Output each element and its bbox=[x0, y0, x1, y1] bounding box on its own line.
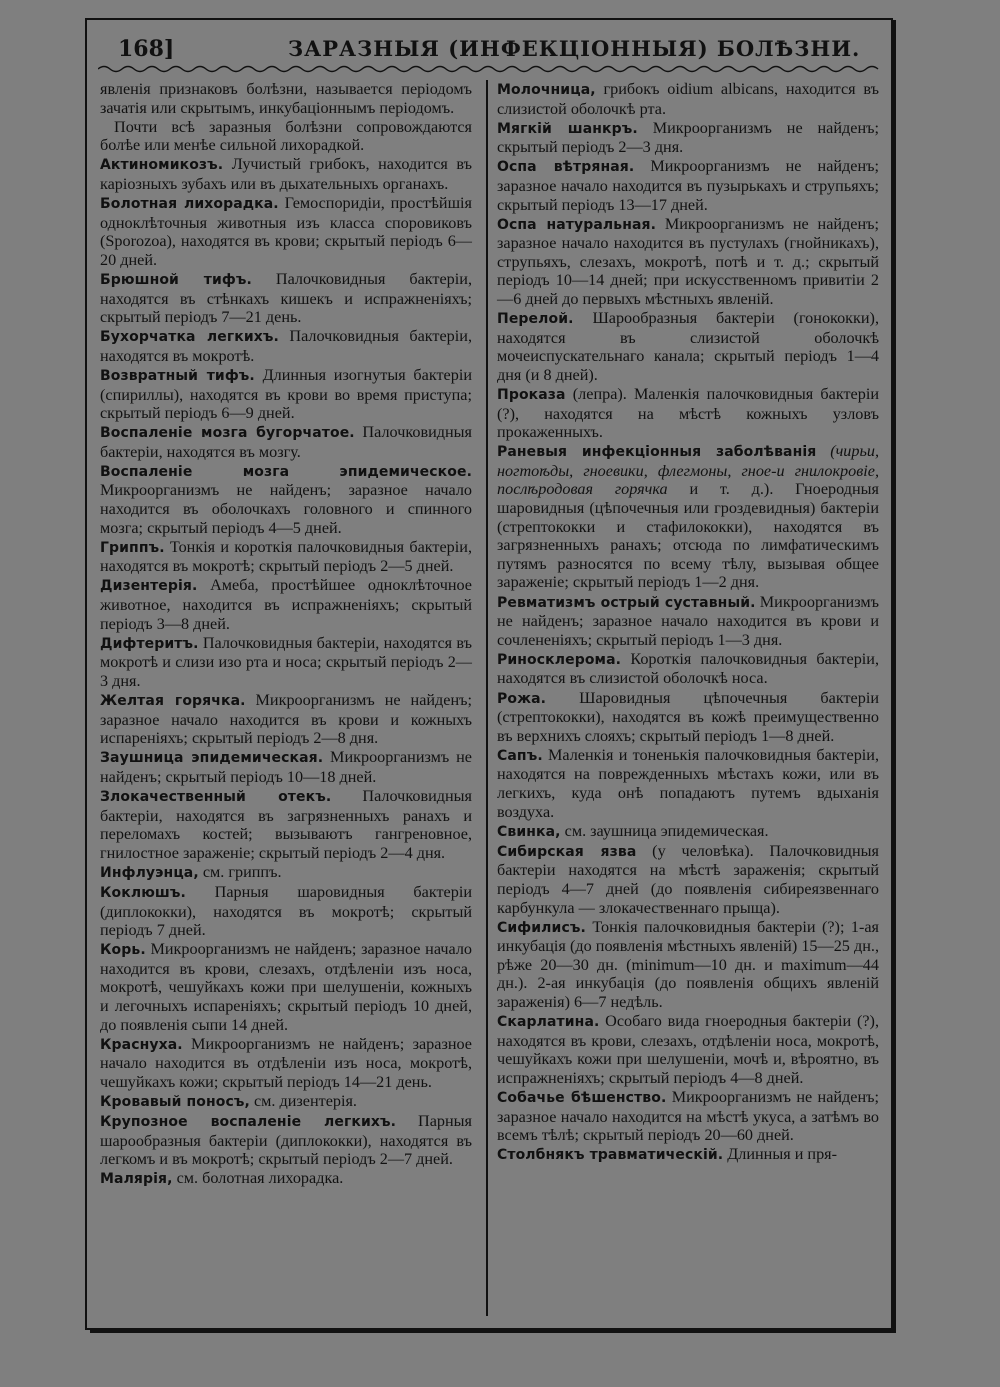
entry-text: см. гриппъ. bbox=[198, 862, 282, 881]
dictionary-entry bbox=[100, 327, 472, 365]
entry-term: Раневыя инфекціонныя заболѣванія bbox=[497, 444, 817, 461]
entry-text: Микроорганизмъ не найденъ; заразное начало находится въ пузырькахъ и струпьяхъ; скрытый періодъ 13—17 дней. bbox=[497, 157, 879, 214]
dictionary-entry bbox=[100, 423, 472, 461]
entry-term: Перелой. bbox=[497, 311, 574, 328]
entry-term: Риносклерома. bbox=[497, 651, 622, 668]
entry-term: Бухорчатка легкихъ. bbox=[100, 329, 279, 346]
entry-text: (лепра). Маленкія палочковидныя бактеріи (?), находятся на мѣстѣ кожныхъ узловъ прокаженныхъ. bbox=[497, 385, 879, 442]
dictionary-entry bbox=[100, 80, 472, 117]
dictionary-entry bbox=[100, 883, 472, 940]
entry-text: и т. д.). Гноеродныя шаровидныя (цѣпочечныя или гроздевидныя) бактеріи (стрептококки и стафилококки), находятся въ загрязненныхъ ранахъ; отсюда по лимфатическимъ путямъ разносятся по всему тѣлу, вызывая общее зараженіе; скрытый періодъ 1—2 дня. bbox=[497, 480, 879, 592]
dictionary-entry bbox=[497, 842, 879, 917]
entry-term: Скарлатина. bbox=[497, 1014, 600, 1031]
entry-text: Шарообразныя бактеріи (гонококки), находятся въ слизистой оболочкѣ мочеиспускательнаго канала; скрытый періодъ 1—4 дня (и 8 дней). bbox=[497, 309, 879, 384]
dictionary-entry bbox=[497, 1088, 879, 1145]
entry-term: Актиномикозъ. bbox=[100, 157, 224, 174]
entry-term: Воспаленіе мозга эпидемическое. bbox=[100, 463, 472, 480]
entry-term: Корь. bbox=[100, 942, 146, 959]
dictionary-entry bbox=[497, 157, 879, 214]
entry-text: Маленкія и тоненькія палочковидныя бактеріи, находятся на поврежденныхъ мѣстахъ кожи, или въ легкихъ, куда онѣ попадаютъ путемъ вдыханія воздуха. bbox=[497, 745, 879, 821]
entry-term: Молочница, bbox=[497, 82, 596, 98]
dictionary-entry bbox=[497, 80, 879, 118]
entry-text: Короткія палочковидныя бактеріи, находятся въ слизистой оболочкѣ носа. bbox=[497, 649, 879, 688]
dictionary-entry bbox=[497, 593, 879, 650]
entry-term: Сибирская язва bbox=[497, 843, 637, 860]
dictionary-entry bbox=[100, 940, 472, 1034]
entry-text: см. дизентерія. bbox=[249, 1091, 357, 1110]
entry-text: Палочковидныя бактеріи, находятся въ мокротѣ и слизи изо рта и носа; скрытый періодъ 2—3 дня. bbox=[100, 633, 472, 690]
entry-text: (у человѣка). Палочковидныя бактеріи находятся на мѣстѣ зараженія; скрытый періодъ 4—7 дней (до появленія сибиреязвеннаго карбункула — злокачественнаго прыща). bbox=[497, 841, 879, 917]
entry-text: Микроорганизмъ не найденъ; заразное начало находится на мѣстѣ укуса, а затѣмъ во всемъ тѣлѣ; скрытый періодъ 20—60 дней. bbox=[497, 1087, 879, 1145]
entry-text: Микроорганизмъ не найденъ; заразное начало находится въ крови, слезахъ, отдѣленіи изъ носа, мокротѣ, чешуйкахъ кожи при шелушеніи, кожныхъ и легочныхъ испареніяхъ; скрытый періодъ 10 дней, до появленія сыпи 14 дней. bbox=[100, 940, 472, 1034]
entry-text: Тонкія и короткія палочковидныя бактеріи, находятся въ мокротѣ; скрытый періодъ 2—5 дней. bbox=[100, 537, 472, 576]
entry-term: Дизентерія. bbox=[100, 578, 198, 595]
entry-text: Лучистый грибокъ, находится въ каріозныхъ зубахъ или въ дыхательныхъ органахъ. bbox=[100, 155, 472, 193]
entry-text: см. болотная лихорадка. bbox=[172, 1169, 344, 1188]
dictionary-entry bbox=[497, 689, 879, 746]
entry-text: грибокъ oidium albicans, находится въ слизистой оболочкѣ рта. bbox=[497, 80, 879, 118]
dictionary-entry bbox=[100, 787, 472, 862]
entry-term: Кровавый поносъ, bbox=[100, 1093, 250, 1110]
dictionary-entry bbox=[100, 270, 472, 327]
dictionary-entry bbox=[497, 822, 879, 842]
entry-term: Гриппъ. bbox=[100, 539, 165, 556]
entry-term: Желтая горячка. bbox=[100, 693, 246, 709]
entry-text: Палочковидныя бактеріи, находятся въ мокротѣ. bbox=[100, 327, 472, 365]
dictionary-entry bbox=[100, 366, 472, 423]
left-column bbox=[100, 80, 472, 1189]
page-title: ЗАРАЗНЫЯ (ИНФЕКЦІОННЫЯ) БОЛѢЗНИ. bbox=[288, 36, 861, 61]
entry-term: Брюшной тифъ. bbox=[100, 271, 252, 288]
entry-term: Свинка, bbox=[497, 823, 561, 840]
dictionary-entry bbox=[100, 576, 472, 633]
entry-text: Шаровидныя цѣпочечныя бактеріи (стрептококки), находятся въ кожѣ преимущественно въ верхнихъ слояхъ; скрытый періодъ 1—8 дней. bbox=[497, 688, 879, 745]
entry-text: Палочковидныя бактеріи, находятся въ загрязненныхъ ранахъ и переломахъ костей; вызываютъ гангреновное, гнилостное зараженіе; скрытый періодъ 2—4 дня. bbox=[100, 786, 472, 862]
dictionary-entry bbox=[497, 442, 879, 592]
entry-term: Возвратный тифъ. bbox=[100, 367, 255, 384]
entry-term: Оспа натуральная. bbox=[497, 216, 657, 233]
dictionary-entry bbox=[100, 462, 472, 537]
dictionary-entry bbox=[100, 155, 472, 193]
dictionary-entry bbox=[497, 215, 879, 309]
entry-text: см. заушница эпидемическая. bbox=[560, 821, 769, 840]
dictionary-entry bbox=[100, 1169, 472, 1189]
dictionary-entry bbox=[100, 538, 472, 576]
dictionary-entry bbox=[497, 1145, 879, 1165]
entry-term: Сапъ. bbox=[497, 747, 543, 764]
entry-italic-text: (чирьи, ногтоѣды, гноевики, флегмоны, гноe-и гнилокровіе, послѣродовая горячка bbox=[497, 442, 879, 499]
entry-term: Мягкій шанкръ. bbox=[497, 120, 638, 137]
dictionary-entry bbox=[100, 1092, 472, 1112]
entry-text: Микроорганизмъ не найденъ; заразное начало находится въ крови и кожныхъ испареніяхъ; скрытый періодъ 2—8 дня. bbox=[100, 691, 472, 748]
entry-term: Заушница эпидемическая. bbox=[100, 750, 324, 767]
entry-text: Парныя шаровидныя бактеріи (диплококки), находятся въ мокротѣ; скрытый періодъ 7 дней. bbox=[100, 882, 472, 940]
entry-text: Микроорганизмъ не найденъ; заразное начало находится въ крови и сочлененіяхъ; скрытый періодъ 1—3 дня. bbox=[497, 592, 879, 649]
entry-text: Парныя шарообразныя бактеріи (диплококки), находятся въ легкомъ и въ мокротѣ; скрытый періодъ 2—7 дней. bbox=[100, 1112, 473, 1169]
entry-text: Палочковидныя бактеріи, находятся въ стѣнкахъ кишекъ и испражненіяхъ; скрытый періодъ 7—21 день. bbox=[100, 269, 472, 327]
entry-text: Микроорганизмъ не найденъ; заразное начало находится въ оболочкахъ головного и спинного мозга; скрытый періодъ 4—5 дней. bbox=[100, 481, 472, 537]
entry-text: Микроорганизмъ не найденъ; заразное начало находится въ пустулахъ (гнойникахъ), струпьяхъ, слезахъ, мокротѣ, потѣ и т. д.; скрытый періодъ 10—14 дней; при искусственномъ привитіи 2—6 дней до первыхъ мѣстныхъ явленій. bbox=[497, 214, 879, 309]
entry-term: Ревматизмъ острый суставный. bbox=[497, 594, 756, 611]
entry-text: явленія признаковъ болѣзни, называется періодомъ зачатія или скрытымъ, инкубаціоннымъ періодомъ. bbox=[100, 80, 472, 117]
entry-text: Длинныя изогнутыя бактеріи (спириллы), находятся въ крови во время приступа; скрытый періодъ 6—9 дней. bbox=[100, 365, 472, 423]
dictionary-entry bbox=[497, 746, 879, 821]
dictionary-entry bbox=[100, 748, 472, 786]
entry-term: Сифилисъ. bbox=[497, 919, 586, 936]
entry-term: Злокачественный отекъ. bbox=[100, 788, 332, 805]
column-divider bbox=[486, 80, 488, 1316]
entry-term: Инфлуэнца, bbox=[100, 864, 199, 881]
dictionary-entry bbox=[497, 385, 879, 442]
entry-term: Оспа вѣтряная. bbox=[497, 159, 635, 176]
entry-text: Микроорганизмъ не найденъ; заразное начало находится въ отдѣленіи изъ носа, мокротѣ, чешуйкахъ кожи; скрытый періодъ 14—21 день. bbox=[100, 1034, 472, 1091]
header-wavy-rule bbox=[98, 64, 880, 74]
entry-text: Амеба, простѣйшее одноклѣточное животное, находится въ испражненіяхъ; скрытый періодъ 3—8 дней. bbox=[100, 576, 472, 633]
entry-term: Краснуха. bbox=[100, 1036, 183, 1053]
dictionary-entry bbox=[497, 650, 879, 688]
dictionary-entry bbox=[100, 634, 472, 691]
entry-term: Воспаленіе мозга бугорчатое. bbox=[100, 425, 355, 442]
dictionary-entry bbox=[100, 194, 472, 269]
entry-text: Почти всѣ заразныя болѣзни сопровождаются болѣе или менѣе сильной лихорадкой. bbox=[100, 117, 472, 155]
entry-text: Длинныя и пря- bbox=[723, 1145, 838, 1164]
entry-term: Малярія, bbox=[100, 1171, 173, 1188]
entry-term: Дифтеритъ. bbox=[100, 635, 199, 652]
entry-term: Рожа. bbox=[497, 690, 547, 707]
entry-term: Собачье бѣшенство. bbox=[497, 1089, 667, 1106]
dictionary-entry bbox=[100, 691, 472, 748]
entry-text: Микроорганизмъ не найденъ; скрытый періодъ 2—3 дня. bbox=[497, 118, 879, 157]
dictionary-entry bbox=[497, 918, 879, 1012]
entry-term: Коклюшъ. bbox=[100, 884, 186, 901]
page-number: 168] bbox=[118, 36, 175, 62]
page-shadow-bottom bbox=[90, 1330, 895, 1333]
entry-text: Палочковидныя бактеріи, находятся въ мозгу. bbox=[100, 423, 473, 461]
dictionary-entry bbox=[100, 118, 472, 155]
page-shadow-right bbox=[893, 20, 896, 1333]
right-column bbox=[497, 80, 879, 1165]
dictionary-entry bbox=[497, 309, 879, 384]
entry-text: Особаго вида гноеродныя бактеріи (?), находятся въ крови, слезахъ, отдѣленіи носа, мокротѣ, чешуйкахъ кожи при шелушеніи, мочѣ и, вѣроятно, въ испражненіяхъ; скрытый періодъ 4—8 дней. bbox=[497, 1012, 879, 1087]
dictionary-entry bbox=[100, 863, 472, 883]
dictionary-entry bbox=[100, 1112, 472, 1169]
entry-term: Проказа bbox=[497, 387, 566, 403]
entry-text: Микроорганизмъ не найденъ; скрытый періодъ 10—18 дней. bbox=[100, 748, 472, 786]
entry-term: Болотная лихорадка. bbox=[100, 196, 279, 213]
dictionary-entry bbox=[497, 119, 879, 157]
entry-term: Столбнякъ травматическій. bbox=[497, 1147, 724, 1164]
entry-term: Крупозное воспаленіе легкихъ. bbox=[100, 1114, 397, 1131]
entry-text: Тонкія палочковидныя бактеріи (?); 1-ая инкубація (до появленія мѣстныхъ явленій) 15—25 дн., рѣже 20—30 дн. (minimum—10 дн. и maximum—44 дн.). 2-ая инкубація (до появленія общихъ явленій зараженія) 6—7 недѣль. bbox=[497, 917, 879, 1011]
dictionary-entry bbox=[497, 1012, 879, 1087]
dictionary-entry bbox=[100, 1035, 472, 1092]
entry-text: Гемоспоридіи, простѣйшія одноклѣточныя животныя изъ класса споровиковъ (Sporozoa), находятся въ крови; скрытый періодъ 6—20 дней. bbox=[100, 194, 472, 269]
